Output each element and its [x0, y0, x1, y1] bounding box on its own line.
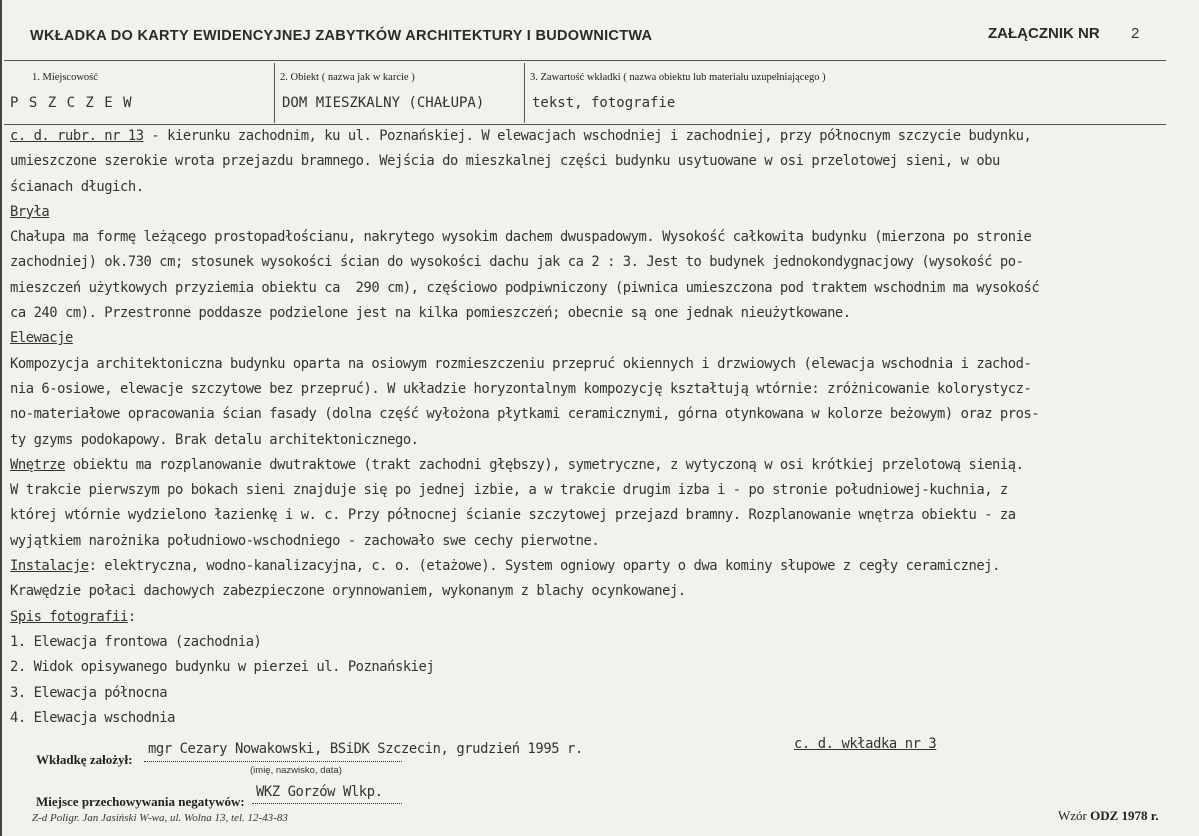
author-value: mgr Cezary Nowakowski, BSiDK Szczecin, grudzień 1995 r.: [148, 741, 583, 757]
typed-body: [10, 124, 1195, 731]
photo-list-item: 1. Elewacja frontowa (zachodnia): [10, 633, 262, 650]
body-line: no-materiałowe opracowania ścian fasady (dolna część wyłożona płytkami ceramicznymi, górna otynkowana w kolorze beżowym) oraz pros-: [10, 406, 1040, 423]
photo-list-item: 4. Elewacja wschodnia: [10, 709, 175, 726]
body-line: ca 240 cm). Przestronne poddasze podzielone jest na kilka pomieszczeń; obecnie są one jednak nieużytkowane.: [10, 305, 851, 322]
body-line: Krawędzie połaci dachowych zabezpieczone orynnowaniem, wykonanym z blachy ocynkowanej.: [10, 583, 686, 600]
object-label: 2. Obiekt ( nazwa jak w karcie ): [280, 72, 415, 83]
annex-label: ZAŁĄCZNIK NR: [988, 25, 1100, 42]
continuation-ref: c. d. rubr. nr 13: [10, 128, 144, 144]
body-line: Instalacje: elektryczna, wodno-kanalizacyjna, c. o. (etażowe). System ogniowy oparty o dwa kominy słupowe z cegły ceramicznej.: [10, 558, 1000, 575]
negatives-label: Miejsce przechowywania negatywów:: [36, 794, 245, 809]
form-title: WKŁADKA DO KARTY EWIDENCYJNEJ ZABYTKÓW ARCHITEKTURY I BUDOWNICTWA: [30, 28, 653, 44]
body-line: umieszczone szerokie wrota przejazdu bramnego. Wejścia do mieszkalnej części budynku usytuowane w osi przelotowej sieni, w obu: [10, 153, 1000, 170]
body-line: Kompozycja architektoniczna budynku oparta na osiowym rozmieszczeniu przepruć okiennych i drzwiowych (elewacja wschodnia i zachod-: [10, 355, 1032, 372]
body-line: wyjątkiem narożnika południowo-wschodniego - zachowało swe cechy pierwotne.: [10, 532, 600, 549]
place-value: P S Z C Z E W: [10, 95, 133, 111]
object-value: DOM MIESZKALNY (CHAŁUPA): [282, 95, 485, 111]
author-note: (imię, nazwisko, data): [250, 765, 342, 776]
place-label: 1. Miejscowość: [32, 72, 98, 83]
body-line: W trakcie pierwszym po bokach sieni znajduje się po jednej izbie, a w trakcie drugim izba i - po stronie południowej-kuchnia, z: [10, 482, 1008, 499]
author-label: Wkładkę założył:: [36, 752, 133, 767]
section-heading-instalacje: Instalacje: [10, 558, 89, 575]
header-rule-top: [4, 60, 1166, 61]
section-heading-elewacje: Elewacje: [10, 330, 73, 347]
divider-1: [274, 63, 275, 123]
negatives-dotted-line: [252, 803, 402, 804]
body-line: c. d. rubr. nr 13 - kierunku zachodnim, ku ul. Poznańskiej. W elewacjach wschodniej i zachodniej, przy północnym szczycie budynku,: [10, 128, 1032, 144]
divider-2: [524, 63, 525, 123]
section-heading-spis: Spis fotografii:: [10, 608, 136, 625]
content-value: tekst, fotografie: [532, 95, 676, 111]
photo-list-item: 3. Elewacja północna: [10, 684, 168, 701]
body-line: ścianach długich.: [10, 178, 144, 195]
body-line: zachodniej) ok.730 cm; stosunek wysokości ścian do wysokości dachu jak ca 2 : 3. Jest to budynek jednokondygnacjowy (wysokość po-: [10, 254, 1024, 271]
continuation-note: c. d. wkładka nr 3: [794, 736, 937, 752]
section-heading-wnetrze: Wnętrze: [10, 456, 65, 473]
annex-number: 2: [1131, 25, 1140, 42]
photo-list-item: 2. Widok opisywanego budynku w pierzei ul. Poznańskiej: [10, 659, 435, 676]
body-line: Chałupa ma formę leżącego prostopadłościanu, nakrytego wysokim dachem dwuspadowym. Wysokość całkowita budynku (mierzona po stronie: [10, 229, 1032, 246]
body-line: Wnętrze obiektu ma rozplanowanie dwutraktowe (trakt zachodni głębszy), symetryczne, z wytyczoną w osi krótkiej przelotową sienią.: [10, 456, 1024, 473]
content-label: 3. Zawartość wkładki ( nazwa obiektu lub materiału uzupełniającego ): [530, 72, 826, 83]
author-dotted-line: [144, 761, 402, 762]
negatives-value: WKZ Gorzów Wlkp.: [256, 784, 383, 800]
section-heading-bryla: Bryła: [10, 203, 50, 220]
body-line: mieszczeń użytkowych przyziemia obiektu ca 290 cm), częściowo podpiwniczony (piwnica umieszczona pod traktem wschodnim ma wysokość: [10, 279, 1040, 296]
body-line: nia 6-osiowe, elewacje szczytowe bez przepruć). W układzie horyzontalnym kompozycję kształtują wtórnie: zróżnicowanie kolorystycz-: [10, 380, 1032, 397]
form-model: Wzór ODZ 1978 r.: [1058, 808, 1159, 823]
body-line: której wtórnie wydzielono łazienkę i w. c. Przy północnej ścianie szczytowej przejazd bramny. Rozplanowanie wnętrza obiektu - za: [10, 507, 1016, 524]
body-line: ty gzyms podokapowy. Brak detalu architektonicznego.: [10, 431, 419, 448]
printer-imprint: Z-d Poligr. Jan Jasiński W-wa, ul. Wolna 13, tel. 12-43-83: [32, 812, 288, 824]
